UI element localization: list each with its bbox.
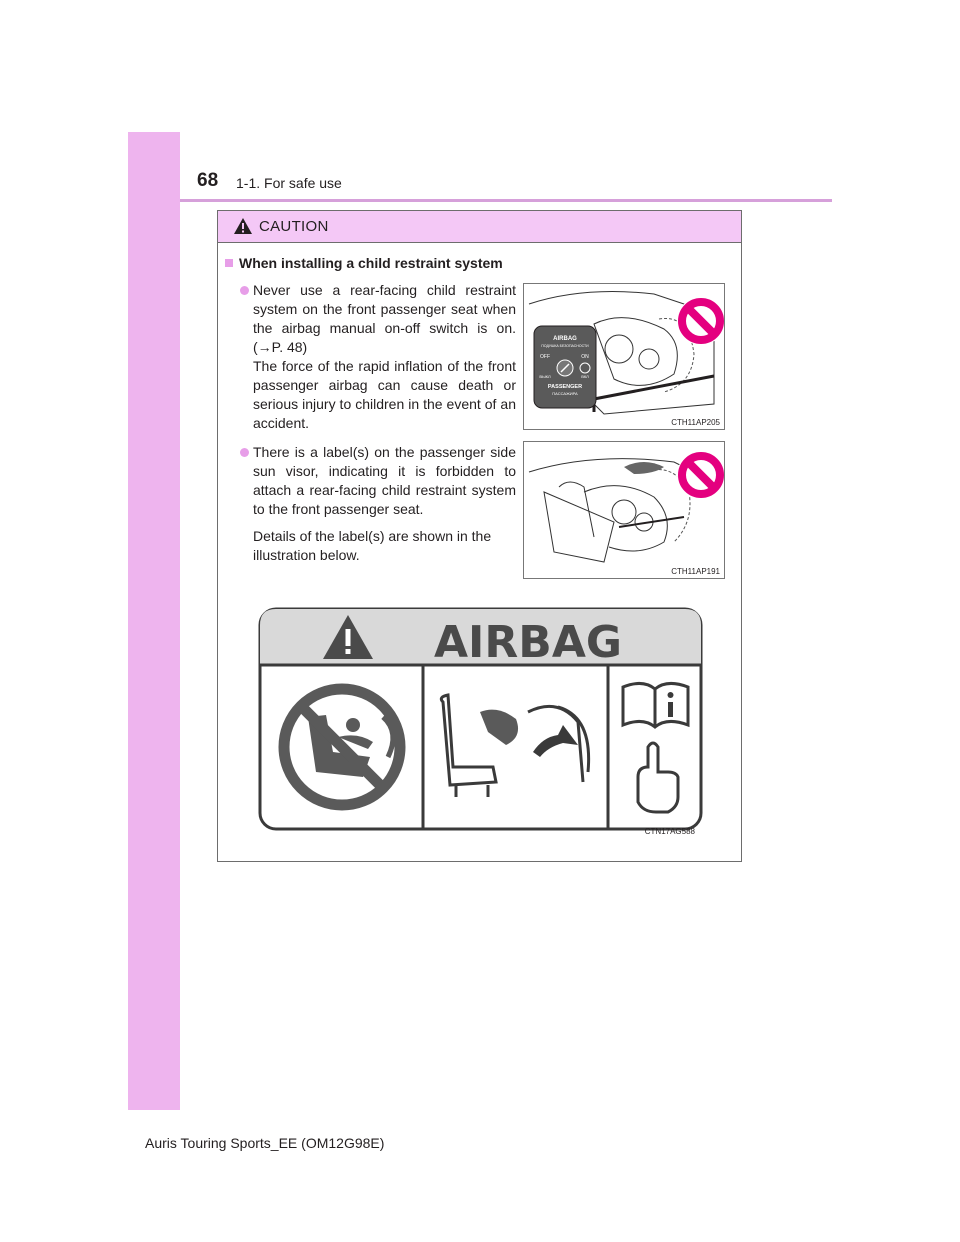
bullet-dot-icon: [240, 286, 249, 295]
switch-on-label: ON: [581, 354, 589, 360]
caution-title: CAUTION: [259, 218, 329, 235]
switch-airbag-ru-label: ПОДУШКА БЕЗОПАСНОСТИ: [541, 344, 589, 348]
footer-title: Auris Touring Sports_EE (OM12G98E): [145, 1135, 385, 1151]
figure-child-seat: [523, 441, 725, 579]
figure-airbag-switch: [523, 283, 725, 430]
switch-passenger-ru-label: ПАССАЖИРА: [552, 391, 578, 396]
caution-subheading: [225, 255, 503, 271]
bullet-item: [240, 443, 516, 519]
caution-box: [217, 210, 742, 862]
warning-icon: [233, 217, 253, 235]
airbag-warning-label: [258, 607, 703, 836]
switch-passenger-label: PASSENGER: [547, 384, 583, 390]
side-tab: [128, 132, 180, 1110]
bullet-text: There is a label(s) on the passenger side sun visor, indicating it is forbidden to attach a rear-facing child restraint system to the front passenger seat.: [253, 444, 516, 517]
switch-off-label: OFF: [540, 354, 550, 360]
switch-airbag-label: AIRBAG: [553, 336, 577, 342]
prohibition-icon: [677, 297, 724, 345]
no-child-seat-icon: [284, 689, 400, 805]
bullet-dot-icon: [240, 448, 249, 457]
caution-header: [218, 211, 741, 243]
section-title: 1-1. For safe use: [236, 175, 342, 191]
label-airbag-word: AIRBAG: [433, 617, 623, 668]
square-bullet-icon: [225, 259, 233, 267]
bullet-text-continued: The force of the rapid inflation of the front passenger airbag can cause death or serious injury to children in the event of an accident.: [253, 358, 516, 431]
child-seat-illustration: [524, 442, 724, 578]
label-code: CTN17AG588: [644, 827, 695, 836]
figure-code: CTH11AP191: [671, 567, 720, 576]
bullet-text: Never use a rear-facing child restraint system on the front passenger seat when the airbag manual on-off switch is on. (→P. 48): [253, 282, 516, 355]
bullet-extra-text: Details of the label(s) are shown in the illustration below.: [253, 528, 492, 563]
switch-off-ru-label: ВЫКЛ: [539, 374, 551, 379]
prohibition-icon: [677, 451, 724, 499]
dashboard-illustration: [524, 284, 724, 429]
manual-book-icon: [623, 683, 688, 727]
subheading-text: When installing a child restraint system: [239, 255, 503, 271]
header-rule: [180, 199, 832, 202]
page-number: 68: [197, 170, 219, 191]
switch-on-ru-label: ВКЛ: [581, 374, 589, 379]
bullet-item: [240, 281, 516, 433]
figure-code: CTH11AP205: [671, 418, 720, 427]
